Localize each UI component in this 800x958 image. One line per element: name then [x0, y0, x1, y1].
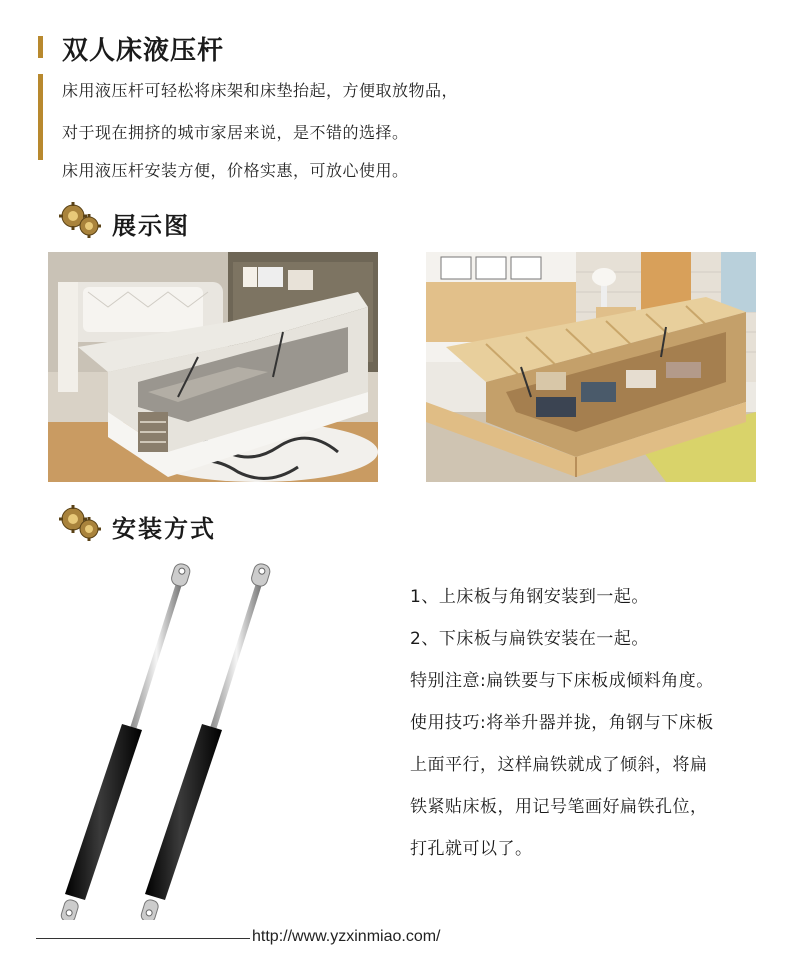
install-tip-line-1: 使用技巧:将举升器并拢，角钢与下床板 — [410, 713, 714, 733]
footer-url[interactable]: http://www.yzxinmiao.com/ — [252, 928, 441, 945]
page-title: 双人床液压杆 — [62, 36, 225, 66]
bed-photo-white — [48, 252, 378, 482]
description-accent-bar — [38, 74, 43, 160]
gas-spring-illustration — [50, 560, 290, 920]
title-accent-bar — [38, 36, 43, 58]
install-tip-line-2: 上面平行，这样扁铁就成了倾斜，将扁 — [410, 755, 708, 775]
display-section-title: 展示图 — [112, 212, 190, 240]
description-line-2: 对于现在拥挤的城市家居来说，是不错的选择。 — [62, 123, 409, 142]
install-section-title: 安装方式 — [112, 515, 216, 543]
install-step-1: 1、上床板与角钢安装到一起。 — [410, 587, 649, 607]
description-line-1: 床用液压杆可轻松将床架和床垫抬起，方便取放物品， — [62, 81, 459, 100]
install-note: 特别注意:扁铁要与下床板成倾料角度。 — [410, 671, 714, 691]
install-step-2: 2、下床板与扁铁安装在一起。 — [410, 629, 649, 649]
bed-photo-wood — [426, 252, 756, 482]
install-tip-line-4: 打孔就可以了。 — [410, 839, 533, 859]
description-line-3: 床用液压杆安装方便，价格实惠，可放心使用。 — [62, 161, 409, 180]
footer-divider — [36, 938, 250, 939]
install-tip-line-3: 铁紧贴床板，用记号笔画好扁铁孔位， — [410, 797, 708, 817]
gear-icon — [58, 503, 102, 543]
gear-icon — [58, 200, 102, 240]
